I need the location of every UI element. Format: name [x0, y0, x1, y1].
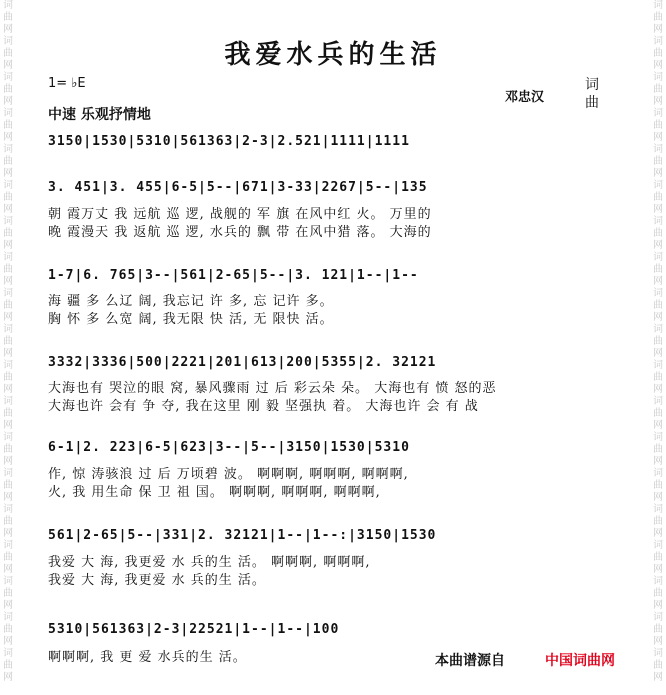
lyric-line: 大海也许 会有 争 夺, 我在这里 刚 毅 坚强执 着。 大海也许 会 有 战 — [48, 399, 479, 414]
notation-row: 3332|3336|500|2221|201|613|200|5355|2. 32121 — [48, 355, 437, 370]
notation-row: 3150|1530|5310|561363|2-3|2.521|1111|1111 — [48, 134, 410, 149]
watermark-right: 词曲网词曲网词曲网词曲网词曲网词曲网词曲网词曲网词曲网词曲网词曲网词曲网词曲网词曲网词曲网词曲网词曲网词曲网词曲网 — [653, 0, 663, 683]
lyric-line: 作, 惊 涛骇浪 过 后 万顷碧 波。 啊啊啊, 啊啊啊, 啊啊啊, — [48, 467, 409, 482]
key-signature: 1= ♭E — [48, 76, 86, 91]
song-title: 我爱水兵的生活 — [224, 40, 442, 70]
site-name: 中国词曲网 — [545, 653, 615, 669]
lyric-line: 朝 霞万丈 我 远航 巡 逻, 战舰的 军 旗 在风中红 火。 万里的 — [48, 207, 432, 222]
lyric-line: 火, 我 用生命 保 卫 祖 国。 啊啊啊, 啊啊啊, 啊啊啊, — [48, 485, 381, 500]
notation-row: 561|2-65|5--|331|2. 32121|1--|1--:|3150|1530 — [48, 528, 437, 543]
lyric-line: 啊啊啊, 我 更 爱 水兵的生 活。 — [48, 650, 247, 665]
author-name: 邓忠汉 — [505, 90, 545, 105]
lyric-line: 我爱 大 海, 我更爱 水 兵的生 活。 啊啊啊, 啊啊啊, — [48, 555, 371, 570]
watermark-left: 词曲网词曲网词曲网词曲网词曲网词曲网词曲网词曲网词曲网词曲网词曲网词曲网词曲网词曲网词曲网词曲网词曲网词曲网词曲网 — [3, 0, 13, 683]
notation-row: 6-1|2. 223|6-5|623|3--|5--|3150|1530|5310 — [48, 440, 410, 455]
notation-row: 1-7|6. 765|3--|561|2-65|5--|3. 121|1--|1-- — [48, 268, 419, 283]
notation-row: 3. 451|3. 455|6-5|5--|671|3-33|2267|5--|135 — [48, 180, 428, 195]
lyric-line: 海 疆 多 么辽 阔, 我忘记 许 多, 忘 记许 多。 — [48, 294, 334, 309]
lyric-line: 胸 怀 多 么宽 阔, 我无限 快 活, 无 限快 活。 — [48, 312, 334, 327]
notation-row: 5310|561363|2-3|22521|1--|1--|100 — [48, 622, 340, 637]
source-label: 本曲谱源自 — [435, 653, 505, 669]
lyric-line: 大海也有 哭泣的眼 窝, 暴风骤雨 过 后 彩云朵 朵。 大海也有 愤 怒的恶 — [48, 381, 497, 396]
lyric-line: 我爱 大 海, 我更爱 水 兵的生 活。 — [48, 573, 266, 588]
tempo-marking: 中速 乐观抒情地 — [48, 107, 151, 123]
author-role: 词曲 — [585, 77, 599, 111]
lyric-line: 晚 霞漫天 我 返航 巡 逻, 水兵的 飘 带 在风中猎 落。 大海的 — [48, 225, 432, 240]
